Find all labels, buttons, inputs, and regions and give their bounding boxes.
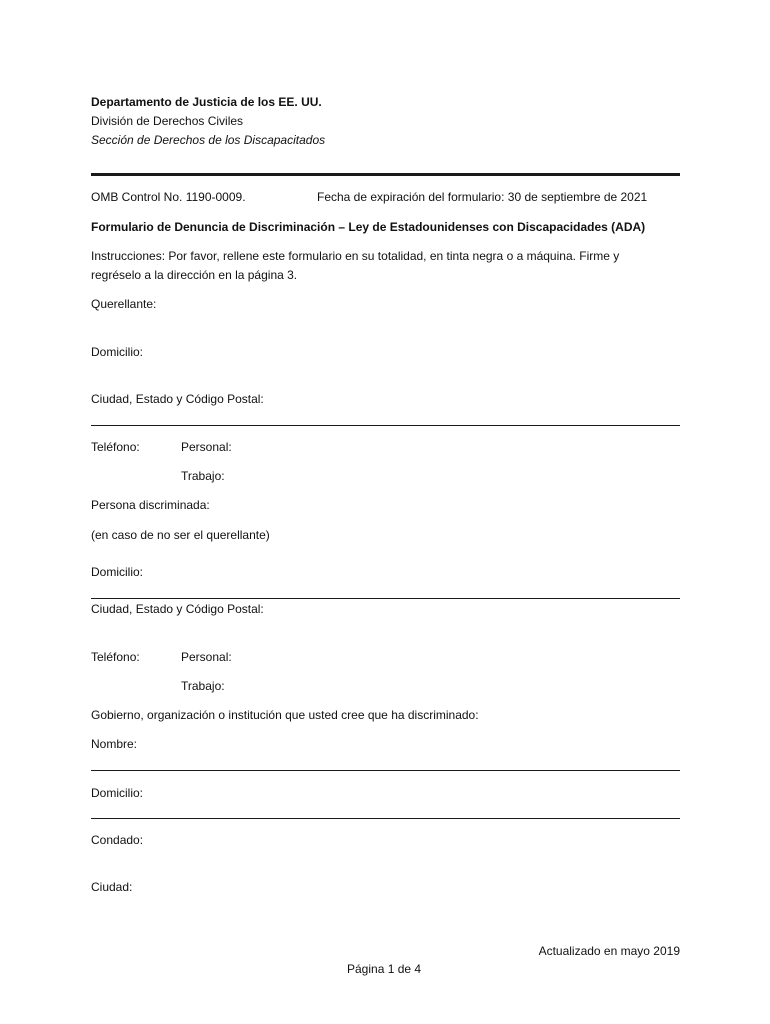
complainant-phone-work-label: Trabajo: (181, 469, 225, 483)
section-heading: Sección de Derechos de los Discapacitados (91, 133, 326, 147)
form-title: Formulario de Denuncia de Discriminación – Ley de Estadounidenses con Discapacidades (ADA) (91, 220, 646, 234)
victim-phone-label: Teléfono: (91, 650, 140, 664)
complainant-address-label: Domicilio: (91, 345, 144, 359)
updated-date: Actualizado en mayo 2019 (538, 944, 680, 958)
respondent-address-label: Domicilio: (91, 786, 144, 800)
form-instructions: Instrucciones: Por favor, rellene este formulario en su totalidad, en tinta negra o a máquina. Firme y regréselo a la dirección en la página 3. (91, 249, 620, 282)
victim-address-label: Domicilio: (91, 565, 144, 579)
respondent-name-label: Nombre: (91, 737, 138, 751)
victim-city-state-zip-label: Ciudad, Estado y Código Postal: (91, 602, 264, 616)
victim-divider (91, 598, 680, 599)
complainant-label: Querellante: (91, 297, 157, 311)
complainant-phone-personal-label: Personal: (181, 440, 232, 454)
header-divider (91, 173, 680, 176)
form-expiration-date: Fecha de expiración del formulario: 30 de septiembre de 2021 (317, 190, 648, 204)
victim-phone-work-label: Trabajo: (181, 679, 225, 693)
respondent-city-label: Ciudad: (91, 880, 133, 894)
victim-label: Persona discriminada: (91, 498, 210, 512)
page-number: Página 1 de 4 (347, 962, 422, 976)
department-heading: Departamento de Justicia de los EE. UU. (91, 95, 322, 109)
victim-note: (en caso de no ser el querellante) (91, 528, 270, 542)
complainant-city-state-zip-label: Ciudad, Estado y Código Postal: (91, 392, 264, 406)
division-heading: División de Derechos Civiles (91, 114, 244, 128)
respondent-name-divider (91, 770, 680, 771)
respondent-county-label: Condado: (91, 833, 144, 847)
complainant-phone-label: Teléfono: (91, 440, 140, 454)
victim-phone-personal-label: Personal: (181, 650, 232, 664)
respondent-address-divider (91, 818, 680, 819)
omb-control-number: OMB Control No. 1190-0009. (91, 190, 246, 204)
complainant-divider (91, 425, 680, 426)
respondent-intro: Gobierno, organización o institución que usted cree que ha discriminado: (91, 708, 479, 722)
